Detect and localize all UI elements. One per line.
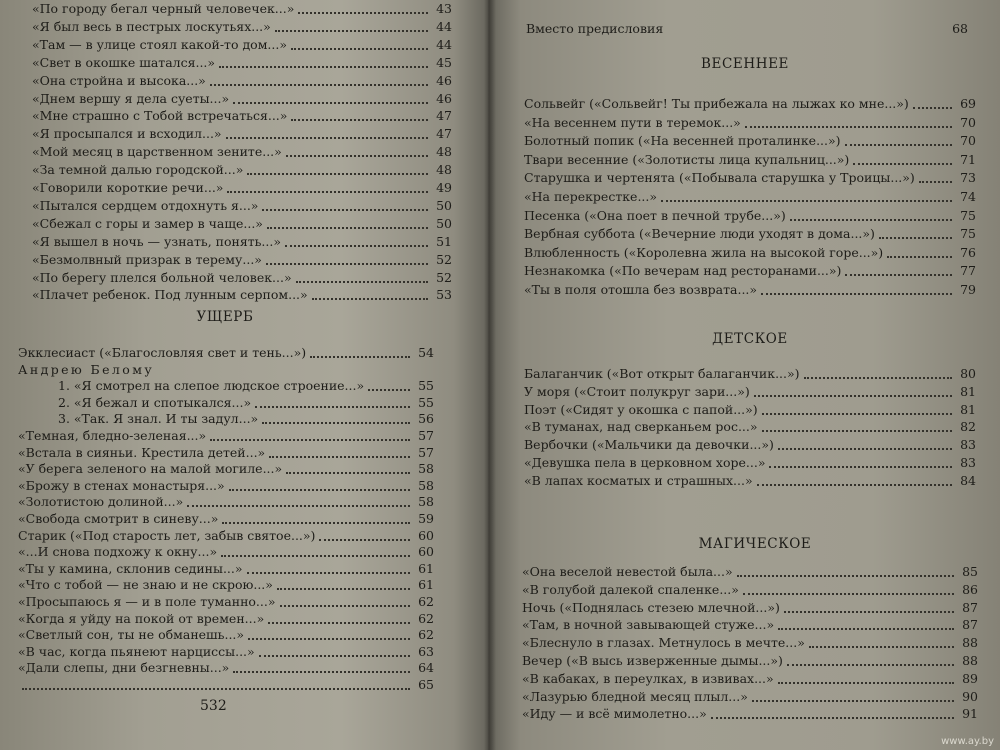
section-heading-magicheskoe: МАГИЧЕСКОЕ xyxy=(698,536,812,552)
toc-entry xyxy=(522,599,978,617)
toc-entry-title: «Просыпаюсь я — и в поле туманно...» xyxy=(18,594,276,609)
toc-entry-title: «По городу бегал черный человечек...» xyxy=(32,1,295,16)
toc-entry-title: «Золотистою долиной...» xyxy=(18,494,184,510)
toc-entry-page: 50 xyxy=(436,197,452,213)
toc-entry-page: 74 xyxy=(960,189,976,204)
dot-leader xyxy=(226,137,428,139)
toc-entry xyxy=(18,493,434,511)
toc-entry-page: 87 xyxy=(962,617,978,633)
toc-entry xyxy=(522,688,978,706)
toc-entry-page: 65 xyxy=(418,677,434,692)
toc-entry xyxy=(32,36,452,54)
toc-entry-page: 88 xyxy=(962,653,978,668)
dot-leader xyxy=(248,638,410,640)
toc-entry xyxy=(18,427,434,445)
toc-entry-title: Болотный попик («На весенней проталинке...») xyxy=(524,133,841,149)
toc-entry xyxy=(18,543,434,561)
dot-leader xyxy=(778,682,954,684)
toc-entry-title: Старик («Под старость лет, забыв святое...») xyxy=(18,527,316,543)
toc-entry-page: 57 xyxy=(418,428,434,443)
dot-leader xyxy=(275,30,428,32)
toc-entry-page: 53 xyxy=(436,287,452,303)
toc-entry xyxy=(524,383,976,401)
dot-leader xyxy=(769,466,952,468)
toc-entry xyxy=(524,365,976,383)
dot-leader xyxy=(312,298,428,300)
dot-leader xyxy=(291,48,428,50)
toc-entry-title: Сольвейг («Сольвейг! Ты прибежала на лыжах ко мне...») xyxy=(524,96,909,111)
toc-entry-page: 80 xyxy=(960,366,976,381)
toc-entry xyxy=(18,344,434,362)
toc-entry-page: 70 xyxy=(960,114,976,130)
toc-entry xyxy=(18,610,434,628)
dot-leader xyxy=(291,119,428,121)
dot-leader xyxy=(879,237,952,239)
toc-entry xyxy=(18,593,434,611)
toc-entry-title: «Иду — и всё мимолетно...» xyxy=(522,706,707,722)
toc-entry-page: 58 xyxy=(418,461,434,477)
dot-leader xyxy=(368,389,410,391)
dot-leader xyxy=(752,700,954,702)
toc-entry-title: «Брожу в стенах монастыря...» xyxy=(18,477,225,493)
toc-entry-title: «Светлый сон, ты не обманешь...» xyxy=(18,627,245,643)
dot-leader xyxy=(809,646,954,648)
toc-entry-title: «Я был весь в пестрых лоскутьях...» xyxy=(32,18,271,34)
dot-leader xyxy=(743,593,954,595)
dot-leader xyxy=(919,181,952,183)
toc-entry-title: «Мой месяц в царственном зените...» xyxy=(32,144,282,160)
toc-entry-title: «Там — в улице стоял какой-то дом...» xyxy=(32,36,287,52)
toc-entry-page: 75 xyxy=(960,226,976,242)
toc-entry-title: «Днем вершу я дела суеты...» xyxy=(32,90,230,106)
toc-entry xyxy=(524,244,976,262)
toc-entry xyxy=(32,107,452,125)
dot-leader xyxy=(268,622,410,624)
toc-entry-title: «Мне страшно с Тобой встречаться...» xyxy=(32,108,288,124)
toc-entry-title: «Лазурью бледной месяц плыл...» xyxy=(522,688,748,704)
dot-leader xyxy=(778,628,954,630)
toc-entry xyxy=(524,151,976,169)
dot-leader xyxy=(210,439,410,441)
dot-leader xyxy=(754,395,952,397)
toc-entry xyxy=(522,581,978,599)
toc-entry-page: 63 xyxy=(418,643,434,659)
toc-entry xyxy=(32,233,452,251)
toc-entry-page: 73 xyxy=(960,170,976,186)
toc-entry-title: «Она веселой невестой была...» xyxy=(522,564,733,579)
toc-entry xyxy=(522,670,978,688)
toc-entry xyxy=(522,652,978,670)
dot-leader xyxy=(761,293,952,295)
toc-entry-page: 81 xyxy=(960,401,976,417)
dot-leader xyxy=(661,200,952,202)
toc-entry xyxy=(18,527,434,545)
toc-entry-title: «Темная, бледно-зеленая...» xyxy=(18,428,207,443)
toc-entry-title: Балаганчик («Вот открыт балаганчик...») xyxy=(524,366,800,381)
dot-leader xyxy=(280,605,411,607)
dot-leader xyxy=(262,209,428,211)
right-page xyxy=(490,0,1000,750)
toc-entry xyxy=(522,616,978,634)
toc-entry xyxy=(32,90,452,108)
dot-leader xyxy=(762,430,952,432)
dot-leader xyxy=(737,575,954,577)
toc-entry-title: 1. «Я смотрел на слепое людское строение...» xyxy=(58,378,365,394)
toc-entry xyxy=(32,286,452,304)
toc-entry-page: 45 xyxy=(436,54,452,70)
dot-leader xyxy=(711,717,954,719)
toc-entry-title: «Там, в ночной завывающей стуже...» xyxy=(522,617,775,633)
toc-entry-title: «Встала в сияньи. Крестила детей...» xyxy=(18,444,266,460)
toc-entry xyxy=(18,394,434,412)
toc-entry-title: «По берегу плелся больной человек...» xyxy=(32,269,292,285)
toc-entry-page: 61 xyxy=(418,560,434,576)
toc-entry xyxy=(32,72,452,90)
toc-entry xyxy=(18,560,434,578)
toc-entry-title: Вербочки («Мальчики да девочки...») xyxy=(524,437,774,453)
toc-entry-title: «Пытался сердцем отдохнуть я...» xyxy=(32,197,259,213)
toc-entry xyxy=(522,563,978,581)
dot-leader xyxy=(319,539,410,541)
toc-entry xyxy=(18,361,434,379)
dot-leader xyxy=(778,448,952,450)
toc-entry xyxy=(32,161,452,179)
dot-leader xyxy=(762,413,952,415)
toc-entry xyxy=(524,207,976,225)
toc-entry-page: 83 xyxy=(960,455,976,470)
toc-entry-title: «На перекрестке...» xyxy=(524,189,658,204)
dot-leader xyxy=(296,281,428,283)
dot-leader xyxy=(285,245,428,247)
toc-entry-title: «Говорили короткие речи...» xyxy=(32,180,224,195)
toc-entry xyxy=(32,269,452,287)
toc-entry xyxy=(524,418,976,436)
toc-entry-title: Твари весенние («Золотисты лица купальниц...») xyxy=(524,151,850,167)
toc-entry xyxy=(524,401,976,419)
toc-entry-page: 52 xyxy=(436,251,452,267)
toc-entry-page: 60 xyxy=(418,544,434,560)
toc-entry xyxy=(18,659,434,677)
toc-entry-page: 56 xyxy=(418,411,434,427)
toc-entry-page: 82 xyxy=(960,419,976,435)
toc-entry-title: «Я просыпался и всходил...» xyxy=(32,126,222,142)
dot-leader xyxy=(266,263,428,265)
dot-leader xyxy=(845,274,952,276)
toc-entry xyxy=(32,179,452,197)
toc-entry-title: Вечер («В высь изверженные дымы...») xyxy=(522,653,783,668)
section-heading-ushcherb: УЩЕРБ xyxy=(196,309,254,325)
toc-entry-page: 83 xyxy=(960,437,976,453)
toc-entry-title: Незнакомка («По вечерам над ресторанами...») xyxy=(524,263,842,279)
dot-leader xyxy=(757,484,952,486)
toc-entry-page: 57 xyxy=(418,444,434,460)
dot-leader xyxy=(247,572,410,574)
toc-entry-page: 76 xyxy=(960,244,976,260)
toc-entry-title: Вместо предисловия xyxy=(526,21,664,36)
toc-entry xyxy=(18,477,434,495)
toc-entry xyxy=(524,436,976,454)
dot-leader xyxy=(187,505,410,507)
dot-leader xyxy=(255,406,410,408)
toc-entry-page: 88 xyxy=(962,635,978,651)
toc-entry-page: 50 xyxy=(436,215,452,231)
toc-entry-page: 91 xyxy=(962,706,978,722)
toc-entry xyxy=(32,18,452,36)
toc-entry-page: 77 xyxy=(960,263,976,279)
dot-leader xyxy=(804,377,952,379)
toc-entry xyxy=(18,676,434,694)
dot-leader xyxy=(229,489,410,491)
toc-entry-page: 55 xyxy=(418,378,434,394)
toc-entry-title: «В лапах косматых и страшных...» xyxy=(524,472,753,488)
toc-entry xyxy=(32,54,452,72)
dot-leader xyxy=(247,173,428,175)
toc-entry-title: «Блеснуло в глазах. Метнулось в мечте...» xyxy=(522,635,805,651)
section-heading-detskoe: ДЕТСКОЕ xyxy=(712,331,788,347)
toc-entry-title: «В кабаках, в переулках, в извивах...» xyxy=(522,670,774,686)
toc-entry-page: 47 xyxy=(436,108,452,124)
toc-entry-page: 60 xyxy=(418,527,434,543)
toc-entry xyxy=(32,0,452,18)
toc-entry-page: 64 xyxy=(418,660,434,676)
toc-entry xyxy=(18,410,434,428)
toc-entry xyxy=(32,215,452,233)
dot-leader xyxy=(310,356,410,358)
toc-entry-page: 58 xyxy=(418,494,434,510)
toc-entry xyxy=(524,132,976,150)
toc-entry-page: 55 xyxy=(418,394,434,410)
toc-entry-preface xyxy=(526,20,968,38)
dot-leader xyxy=(262,422,410,424)
toc-entry-page: 87 xyxy=(962,599,978,615)
left-page xyxy=(0,0,488,750)
toc-entry-page: 89 xyxy=(962,670,978,686)
toc-entry xyxy=(18,377,434,395)
toc-entry xyxy=(524,169,976,187)
dot-leader xyxy=(887,256,952,258)
dot-leader xyxy=(233,102,428,104)
toc-entry-title: У моря («Стоит полукруг зари...») xyxy=(524,383,750,399)
toc-entry-page: 75 xyxy=(960,207,976,223)
toc-entry-title: «В час, когда пьянеют нарциссы...» xyxy=(18,643,255,659)
toc-entry-page: 47 xyxy=(436,126,452,142)
page-number: 532 xyxy=(200,698,227,714)
toc-entry-title: «Ты в поля отошла без возврата...» xyxy=(524,282,758,297)
toc-entry-page: 68 xyxy=(952,21,968,36)
dot-leader xyxy=(233,671,410,673)
dot-leader xyxy=(277,588,410,590)
toc-entry xyxy=(524,188,976,206)
toc-entry xyxy=(32,125,452,143)
toc-entry-title: «Что с тобой — не знаю и не скрою...» xyxy=(18,577,273,593)
toc-entry-title: «Свобода смотрит в синеву...» xyxy=(18,511,219,526)
toc-entry-title: «...И снова подхожу к окну...» xyxy=(18,544,218,560)
toc-entry xyxy=(18,444,434,462)
toc-entry xyxy=(18,626,434,644)
toc-entry-title: «В голубой далекой спаленке...» xyxy=(522,581,739,597)
toc-entry-title: «Ты у камина, склонив седины...» xyxy=(18,560,243,576)
toc-entry-page: 86 xyxy=(962,581,978,597)
toc-entry-title: Влюбленность («Королевна жила на высокой горе...») xyxy=(524,244,884,260)
toc-entry-page: 54 xyxy=(418,345,434,360)
toc-entry-page: 71 xyxy=(960,151,976,167)
toc-entry-title: Поэт («Сидят у окошка с папой...») xyxy=(524,401,758,417)
toc-entry-title: «Я вышел в ночь — узнать, понять...» xyxy=(32,233,282,249)
toc-entry-title: Андрею Белому xyxy=(18,361,155,377)
toc-entry-title: «На весеннем пути в теремок...» xyxy=(524,114,741,130)
toc-entry-page: 79 xyxy=(960,282,976,297)
toc-entry-page: 44 xyxy=(436,36,452,52)
toc-entry-title: Экклесиаст («Благословляя свет и тень...») xyxy=(18,345,307,360)
toc-entry xyxy=(524,472,976,490)
toc-entry-title: «В туманах, над сверканьем рос...» xyxy=(524,419,758,435)
toc-entry xyxy=(524,114,976,132)
dot-leader xyxy=(221,555,410,557)
dot-leader xyxy=(222,522,410,524)
toc-entry xyxy=(524,281,976,299)
dot-leader xyxy=(784,611,954,613)
toc-entry-title: «Девушка пела в церковном хоре...» xyxy=(524,455,766,470)
toc-entry xyxy=(524,95,976,113)
toc-entry-title: Песенка («Она поет в печной трубе...») xyxy=(524,207,786,223)
toc-entry-title: «Дали слепы, дни безгневны...» xyxy=(18,660,230,676)
toc-entry-title: «Безмолвный призрак в терему...» xyxy=(32,251,262,267)
toc-entry-page: 61 xyxy=(418,577,434,593)
toc-entry-title: «Когда я уйду на покой от времен...» xyxy=(18,610,265,626)
dot-leader xyxy=(745,126,952,128)
toc-entry xyxy=(524,262,976,280)
toc-entry-page: 48 xyxy=(436,162,452,178)
toc-entry xyxy=(32,251,452,269)
dot-leader xyxy=(269,456,410,458)
toc-entry-page: 51 xyxy=(436,233,452,249)
toc-entry-title: Старушка и чертенята («Побывала старушка у Троицы...») xyxy=(524,170,915,186)
toc-entry xyxy=(18,643,434,661)
toc-entry xyxy=(32,143,452,161)
toc-entry xyxy=(32,197,452,215)
toc-entry-page: 52 xyxy=(436,269,452,285)
dot-leader xyxy=(219,66,428,68)
dot-leader xyxy=(227,191,428,193)
toc-entry-title: «Сбежал с горы и замер в чаще...» xyxy=(32,215,263,231)
watermark: www.ay.by xyxy=(941,736,994,747)
toc-entry xyxy=(18,460,434,478)
dot-leader xyxy=(267,227,428,229)
toc-entry-page: 69 xyxy=(960,96,976,111)
toc-entry-page: 81 xyxy=(960,383,976,399)
toc-entry-page: 43 xyxy=(436,1,452,16)
toc-entry xyxy=(18,576,434,594)
toc-entry-page: 62 xyxy=(418,627,434,643)
toc-entry-page: 48 xyxy=(436,144,452,160)
section-heading-vesennee: ВЕСЕННЕЕ xyxy=(700,56,789,72)
dot-leader xyxy=(259,655,410,657)
dot-leader xyxy=(790,219,952,221)
toc-entry-title: Вербная суббота («Вечерние люди уходят в дома...») xyxy=(524,226,875,242)
dot-leader xyxy=(286,155,428,157)
toc-entry xyxy=(524,454,976,472)
toc-entry-page: 70 xyxy=(960,133,976,149)
toc-entry-page: 85 xyxy=(962,564,978,579)
toc-entry-page: 62 xyxy=(418,610,434,626)
toc-entry-title: «У берега зеленого на малой могиле...» xyxy=(18,461,283,477)
dot-leader xyxy=(286,472,410,474)
toc-entry-title: 2. «Я бежал и спотыкался...» xyxy=(58,394,252,410)
dot-leader xyxy=(22,688,410,690)
toc-entry-page: 59 xyxy=(418,511,434,526)
toc-entry-title: 3. «Так. Я знал. И ты задул...» xyxy=(58,411,259,427)
dot-leader xyxy=(845,144,952,146)
toc-entry-page: 58 xyxy=(418,477,434,493)
dot-leader xyxy=(853,163,952,165)
dot-leader xyxy=(913,107,952,109)
toc-entry-page: 44 xyxy=(436,18,452,34)
toc-entry-title: «За темной далью городской...» xyxy=(32,162,244,178)
toc-entry-page: 62 xyxy=(418,594,434,609)
book-gutter xyxy=(484,0,496,750)
toc-entry-page: 49 xyxy=(436,180,452,195)
toc-entry xyxy=(522,705,978,723)
toc-entry xyxy=(522,634,978,652)
toc-entry-page: 84 xyxy=(960,472,976,488)
toc-entry-title: «Свет в окошке шатался...» xyxy=(32,54,216,70)
toc-entry-title: «Она стройна и высока...» xyxy=(32,72,206,88)
toc-entry xyxy=(524,225,976,243)
toc-entry-title: Ночь («Поднялась стезею млечной...») xyxy=(522,599,780,615)
dot-leader xyxy=(298,12,428,14)
toc-entry-page: 46 xyxy=(436,90,452,106)
toc-entry-title: «Плачет ребенок. Под лунным серпом...» xyxy=(32,287,308,303)
dot-leader xyxy=(210,84,428,86)
toc-entry-page: 46 xyxy=(436,72,452,88)
toc-entry-page: 90 xyxy=(962,688,978,704)
toc-entry xyxy=(18,510,434,528)
dot-leader xyxy=(787,664,954,666)
